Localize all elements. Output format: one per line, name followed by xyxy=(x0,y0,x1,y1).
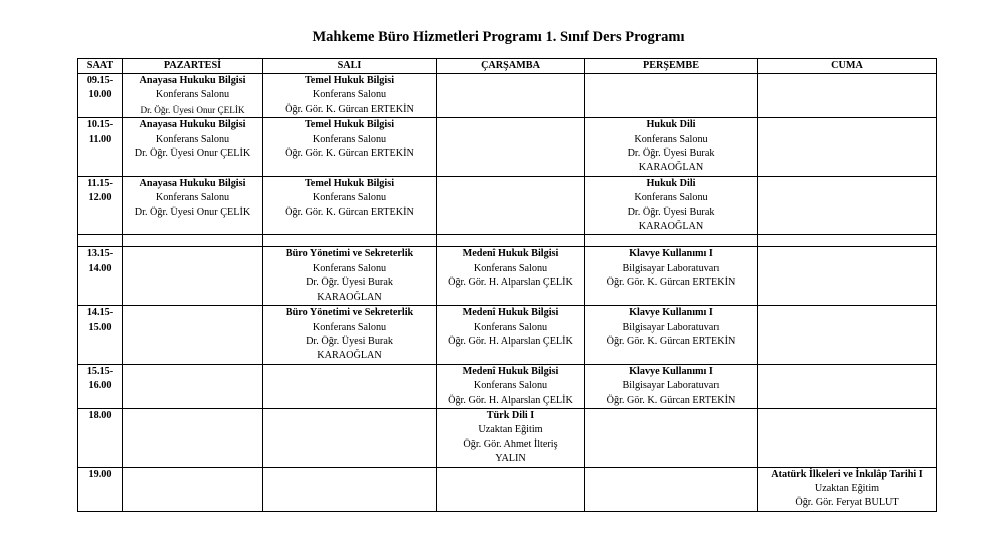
cell-pazartesi xyxy=(123,118,263,177)
teacher: Öğr. Gör. K. Gürcan ERTEKİN xyxy=(606,277,736,289)
time-cell xyxy=(78,176,123,235)
room: Konferans Salonu xyxy=(155,89,230,101)
table-row xyxy=(78,408,937,467)
course-name: Anayasa Hukuku Bilgisi xyxy=(139,119,246,131)
time-end: 11.00 xyxy=(88,133,112,145)
course-name: Medenî Hukuk Bilgisi xyxy=(462,248,559,260)
cell-pazartesi xyxy=(123,176,263,235)
time-start: 09.15- xyxy=(86,75,114,86)
cell-persembe xyxy=(585,364,758,408)
course-name: Türk Dili I xyxy=(486,409,535,421)
teacher: Dr. Öğr. Üyesi Onur ÇELİK xyxy=(134,206,251,218)
table-row xyxy=(78,247,937,306)
room: Konferans Salonu xyxy=(634,133,708,145)
teacher-cont: KARAOĞLAN xyxy=(317,350,382,362)
schedule-table xyxy=(77,58,937,512)
teacher: Dr. Öğr. Üyesi Burak xyxy=(627,206,715,218)
room: Bilgisayar Laboratuvarı xyxy=(622,321,720,333)
room: Konferans Salonu xyxy=(473,321,548,333)
time-cell xyxy=(78,467,123,511)
cell-persembe xyxy=(585,247,758,306)
course-name: Klavye Kullanımı I xyxy=(629,307,713,319)
cell-pazartesi xyxy=(123,467,263,511)
cell-cuma xyxy=(758,176,937,235)
cell-sali xyxy=(263,364,437,408)
course-name: Temel Hukuk Bilgisi xyxy=(304,177,395,189)
room: Konferans Salonu xyxy=(312,262,387,274)
cell-carsamba xyxy=(437,364,585,408)
col-header-sali: SALI xyxy=(263,59,437,74)
course-name: Temel Hukuk Bilgisi xyxy=(304,119,395,131)
time-cell xyxy=(78,74,123,118)
cell-carsamba xyxy=(437,408,585,467)
cell-carsamba xyxy=(437,247,585,306)
table-row xyxy=(78,176,937,235)
cell-cuma xyxy=(758,118,937,177)
teacher: Öğr. Gör. Feryat BULUT xyxy=(795,497,899,509)
table-row xyxy=(78,118,937,177)
cell-persembe xyxy=(585,467,758,511)
room: Konferans Salonu xyxy=(155,192,230,204)
room: Konferans Salonu xyxy=(473,380,548,392)
time-end: 14.00 xyxy=(88,262,112,274)
room: Konferans Salonu xyxy=(634,192,708,204)
cell-persembe xyxy=(585,176,758,235)
room: Uzaktan Eğitim xyxy=(814,482,880,494)
cell-pazartesi xyxy=(123,247,263,306)
course-name: Temel Hukuk Bilgisi xyxy=(304,75,395,86)
time-start: 14.15- xyxy=(86,307,114,319)
col-header-persembe: PERŞEMBE xyxy=(585,59,758,74)
room: Uzaktan Eğitim xyxy=(478,424,543,436)
cell-carsamba xyxy=(437,118,585,177)
time-start: 13.15- xyxy=(86,248,114,260)
course-name: Hukuk Dili xyxy=(646,119,696,131)
cell-cuma xyxy=(758,408,937,467)
room: Bilgisayar Laboratuvarı xyxy=(622,262,720,274)
cell-persembe xyxy=(585,118,758,177)
cell-persembe xyxy=(585,74,758,118)
room: Konferans Salonu xyxy=(312,89,387,101)
time-start: 18.00 xyxy=(88,409,112,421)
room: Konferans Salonu xyxy=(312,133,387,145)
cell-pazartesi xyxy=(123,74,263,118)
teacher: Öğr. Gör. H. Alparslan ÇELİK xyxy=(448,335,573,347)
cell-sali xyxy=(263,247,437,306)
table-row xyxy=(78,364,937,408)
time-end: 16.00 xyxy=(88,380,112,392)
cell-carsamba xyxy=(437,467,585,511)
time-cell xyxy=(78,306,123,365)
cell-sali xyxy=(263,306,437,365)
course-name: Medenî Hukuk Bilgisi xyxy=(462,307,559,319)
col-header-carsamba: ÇARŞAMBA xyxy=(437,59,585,74)
time-start: 15.15- xyxy=(86,365,114,377)
room: Bilgisayar Laboratuvarı xyxy=(622,380,720,392)
time-cell xyxy=(78,118,123,177)
course-name: Büro Yönetimi ve Sekreterlik xyxy=(285,307,414,319)
cell-pazartesi xyxy=(123,408,263,467)
col-header-cuma: CUMA xyxy=(758,59,937,74)
course-name: Anayasa Hukuku Bilgisi xyxy=(139,75,246,86)
course-name: Medenî Hukuk Bilgisi xyxy=(462,365,559,377)
cell-carsamba xyxy=(437,306,585,365)
lunch-separator-row xyxy=(78,235,937,247)
cell-cuma xyxy=(758,467,937,511)
cell-persembe xyxy=(585,306,758,365)
cell-sali xyxy=(263,118,437,177)
cell-sali xyxy=(263,408,437,467)
room: Konferans Salonu xyxy=(312,192,387,204)
course-name: Atatürk İlkeleri ve İnkılâp Tarihi I xyxy=(771,468,923,480)
time-start: 10.15- xyxy=(86,119,114,131)
teacher-cont: KARAOĞLAN xyxy=(317,291,382,303)
teacher: Öğr. Gör. K. Gürcan ERTEKİN xyxy=(606,335,736,347)
teacher: Öğr. Gör. K. Gürcan ERTEKİN xyxy=(285,148,414,160)
course-name: Hukuk Dili xyxy=(646,177,696,189)
teacher: Dr. Öğr. Üyesi Burak xyxy=(627,148,715,160)
course-name: Klavye Kullanımı I xyxy=(629,248,713,260)
teacher-cont: YALIN xyxy=(495,453,526,465)
cell-cuma xyxy=(758,364,937,408)
teacher: Dr. Öğr. Üyesi Onur ÇELİK xyxy=(134,148,251,160)
cell-pazartesi xyxy=(123,364,263,408)
course-name: Klavye Kullanımı I xyxy=(629,365,713,377)
teacher: Dr. Öğr. Üyesi Onur ÇELİK xyxy=(140,104,245,115)
cell-cuma xyxy=(758,74,937,118)
teacher: Öğr. Gör. Ahmet İlteriş xyxy=(463,438,558,450)
room: Konferans Salonu xyxy=(312,321,387,333)
course-name: Büro Yönetimi ve Sekreterlik xyxy=(285,248,414,260)
cell-sali xyxy=(263,74,437,118)
teacher: Öğr. Gör. K. Gürcan ERTEKİN xyxy=(285,206,414,218)
cell-pazartesi xyxy=(123,306,263,365)
teacher: Dr. Öğr. Üyesi Burak xyxy=(306,335,393,347)
cell-carsamba xyxy=(437,176,585,235)
cell-carsamba xyxy=(437,74,585,118)
cell-cuma xyxy=(758,306,937,365)
time-end: 15.00 xyxy=(88,321,112,333)
cell-persembe xyxy=(585,408,758,467)
page-title: Mahkeme Büro Hizmetleri Programı 1. Sınıf Ders Programı xyxy=(312,29,685,45)
time-start: 19.00 xyxy=(88,468,112,480)
time-cell xyxy=(78,247,123,306)
course-name: Anayasa Hukuku Bilgisi xyxy=(139,177,246,189)
time-start: 11.15- xyxy=(87,177,113,189)
room: Konferans Salonu xyxy=(473,262,548,274)
cell-cuma xyxy=(758,247,937,306)
col-header-saat: SAAT xyxy=(78,59,123,74)
time-cell xyxy=(78,364,123,408)
time-end: 12.00 xyxy=(88,192,112,204)
col-header-pazartesi: PAZARTESİ xyxy=(123,59,263,74)
table-row xyxy=(78,467,937,511)
cell-sali xyxy=(263,467,437,511)
time-cell xyxy=(78,408,123,467)
teacher: Öğr. Gör. H. Alparslan ÇELİK xyxy=(448,394,573,406)
teacher-cont: KARAOĞLAN xyxy=(638,162,704,174)
teacher: Öğr. Gör. K. Gürcan ERTEKİN xyxy=(285,103,414,115)
teacher: Öğr. Gör. K. Gürcan ERTEKİN xyxy=(606,394,736,406)
header-row xyxy=(78,59,937,74)
time-end: 10.00 xyxy=(88,89,112,101)
room: Konferans Salonu xyxy=(155,133,230,145)
cell-sali xyxy=(263,176,437,235)
teacher: Öğr. Gör. H. Alparslan ÇELİK xyxy=(448,277,573,289)
table-row xyxy=(78,74,937,118)
teacher: Dr. Öğr. Üyesi Burak xyxy=(306,277,393,289)
teacher-cont: KARAOĞLAN xyxy=(638,221,704,233)
table-row xyxy=(78,306,937,365)
